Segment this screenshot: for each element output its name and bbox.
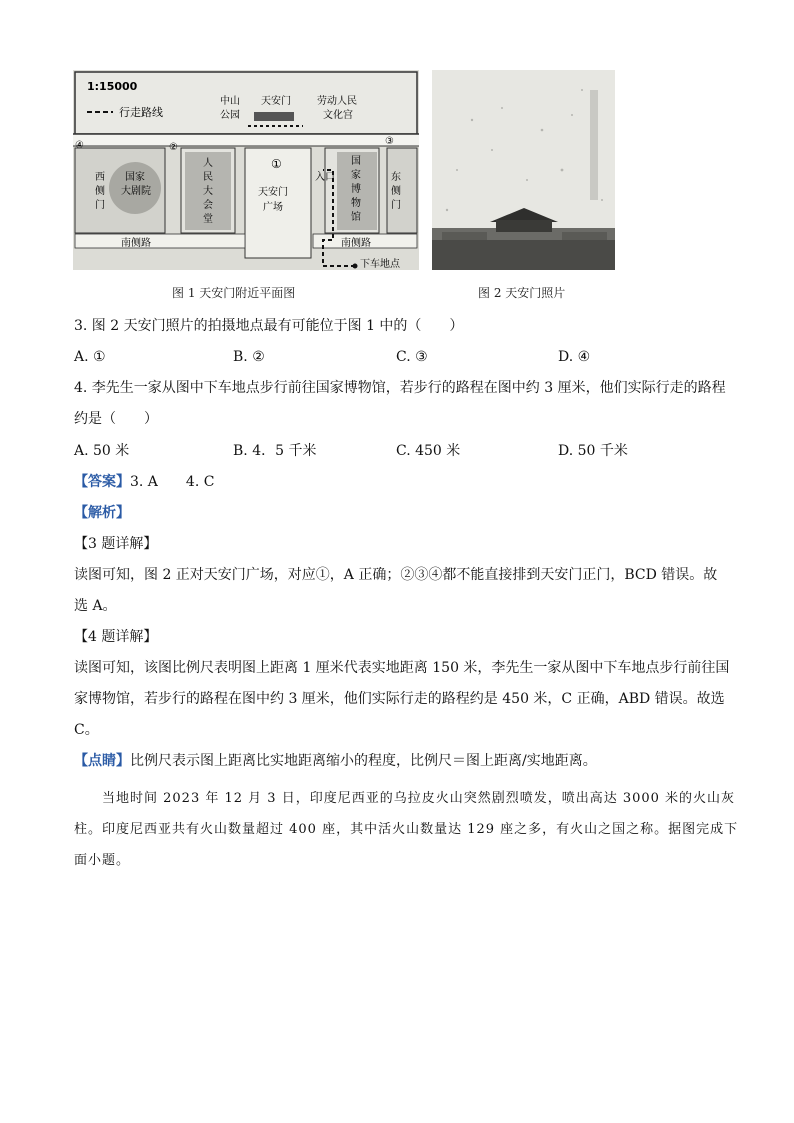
- label-square: 天安门: [258, 187, 288, 198]
- label-museum-2: 家: [351, 170, 361, 181]
- tip-line: [74, 751, 597, 771]
- label-zhongshan-2: 公园: [220, 110, 240, 121]
- q3-option-d: D. ④: [558, 349, 591, 365]
- label-xicemen-3: 门: [95, 200, 105, 211]
- label-dropoff: 下车地点: [360, 259, 400, 270]
- label-dongcemen-2: 侧: [391, 186, 401, 197]
- tiananmen-photo-svg: [432, 70, 615, 270]
- answer-value: 3. A 4. C: [130, 474, 215, 490]
- map-legend-label: 行走路线: [119, 106, 163, 119]
- label-renmin-1: 人: [203, 158, 213, 169]
- label-zhongshan: 中山: [220, 96, 240, 107]
- label-nancelu-left: 南侧路: [121, 238, 151, 249]
- label-renmin-2: 民: [203, 172, 213, 183]
- q4-detail-line1: 读图可知，该图比例尺表明图上距离 1 厘米代表实地距离 150 米，李先生一家从图中下车地点步行前往国: [74, 660, 730, 676]
- label-museum-1: 国: [351, 156, 361, 167]
- q4-option-b: B. 4．5 千米: [233, 443, 317, 459]
- answer-line: [74, 472, 214, 492]
- q4-option-c: C. 450 米: [396, 443, 461, 459]
- q3-stem: 3. 图 2 天安门照片的拍摄地点最有可能位于图 1 中的（ ）: [74, 318, 464, 334]
- label-guojia: 国家: [125, 172, 145, 183]
- q3-detail-line2: 选 A。: [74, 598, 117, 614]
- tip-label: 【点睛】: [74, 753, 130, 769]
- q4-stem-line1: 4. 李先生一家从图中下车地点步行前往国家博物馆，若步行的路程在图中约 3 厘米，他们实际行走的路程: [74, 380, 726, 396]
- label-laodong: 劳动人民: [317, 96, 357, 107]
- q3-detail-label: 【3 题详解】: [74, 536, 158, 552]
- analysis-label: 【解析】: [74, 505, 130, 521]
- label-renmin-3: 大: [203, 186, 213, 197]
- passage-line3: 面小题。: [74, 853, 131, 868]
- label-museum-3: 博: [351, 184, 361, 195]
- q3-option-a: A. ①: [74, 349, 106, 365]
- marker-1: ①: [271, 157, 282, 171]
- q3-option-b: B. ②: [233, 349, 265, 365]
- label-laodong-2: 文化宫: [323, 110, 353, 121]
- tiananmen-gate-icon: [254, 112, 294, 121]
- label-museum-5: 馆: [351, 212, 361, 223]
- figure2-caption: 图 2 天安门照片: [478, 286, 566, 300]
- marker-4: ④: [75, 140, 84, 151]
- label-xicemen: 西: [95, 172, 105, 183]
- label-dongcemen-3: 门: [391, 200, 401, 211]
- q4-stem-line2: 约是（ ）: [74, 411, 158, 427]
- q4-option-a: A. 50 米: [74, 443, 130, 459]
- label-renmin-5: 堂: [203, 214, 213, 225]
- figure2-photo: [432, 70, 615, 270]
- marker-2: ②: [169, 142, 178, 153]
- map-svg: [73, 70, 419, 270]
- tip-text: 比例尺表示图上距离比实地距离缩小的程度，比例尺＝图上距离/实地距离。: [130, 753, 597, 769]
- marker-3: ③: [385, 136, 394, 147]
- map-scale: 1:15000: [87, 80, 138, 93]
- dropoff-point-icon: [353, 264, 358, 269]
- passage-line2: 柱。印度尼西亚共有火山数量超过 400 座，其中活火山数量达 129 座之多，有火山之国之称。据图完成下: [74, 822, 739, 837]
- label-museum-4: 物: [351, 198, 361, 209]
- q4-detail-line3: C。: [74, 722, 99, 738]
- q4-detail-label: 【4 题详解】: [74, 629, 158, 645]
- label-dajuyuan: 大剧院: [121, 186, 151, 197]
- q3-detail-line1: 读图可知，图 2 正对天安门广场，对应①，A 正确；②③④都不能直接排到天安门正门，BCD 错误。故: [74, 567, 718, 583]
- answer-label: 【答案】: [74, 474, 130, 490]
- passage-line1: 当地时间 2023 年 12 月 3 日，印度尼西亚的乌拉皮火山突然剧烈喷发，喷出高达 3000 米的火山灰: [102, 791, 736, 806]
- label-renmin-4: 会: [203, 200, 213, 211]
- label-tiananmen: 天安门: [261, 96, 291, 107]
- q4-detail-line2: 家博物馆，若步行的路程在图中约 3 厘米，他们实际行走的路程约是 450 米，C 正确，ABD 错误。故选: [74, 691, 725, 707]
- figure1-caption: 图 1 天安门附近平面图: [172, 286, 296, 300]
- label-xicemen-2: 侧: [95, 186, 105, 197]
- label-nancelu-right: 南侧路: [341, 238, 371, 249]
- label-dongcemen: 东: [391, 172, 401, 183]
- q3-option-c: C. ③: [396, 349, 428, 365]
- label-entrance: 入口: [315, 172, 335, 183]
- figure1-map: [73, 70, 419, 270]
- label-square-2: 广场: [263, 202, 283, 213]
- q4-option-d: D. 50 千米: [558, 443, 628, 459]
